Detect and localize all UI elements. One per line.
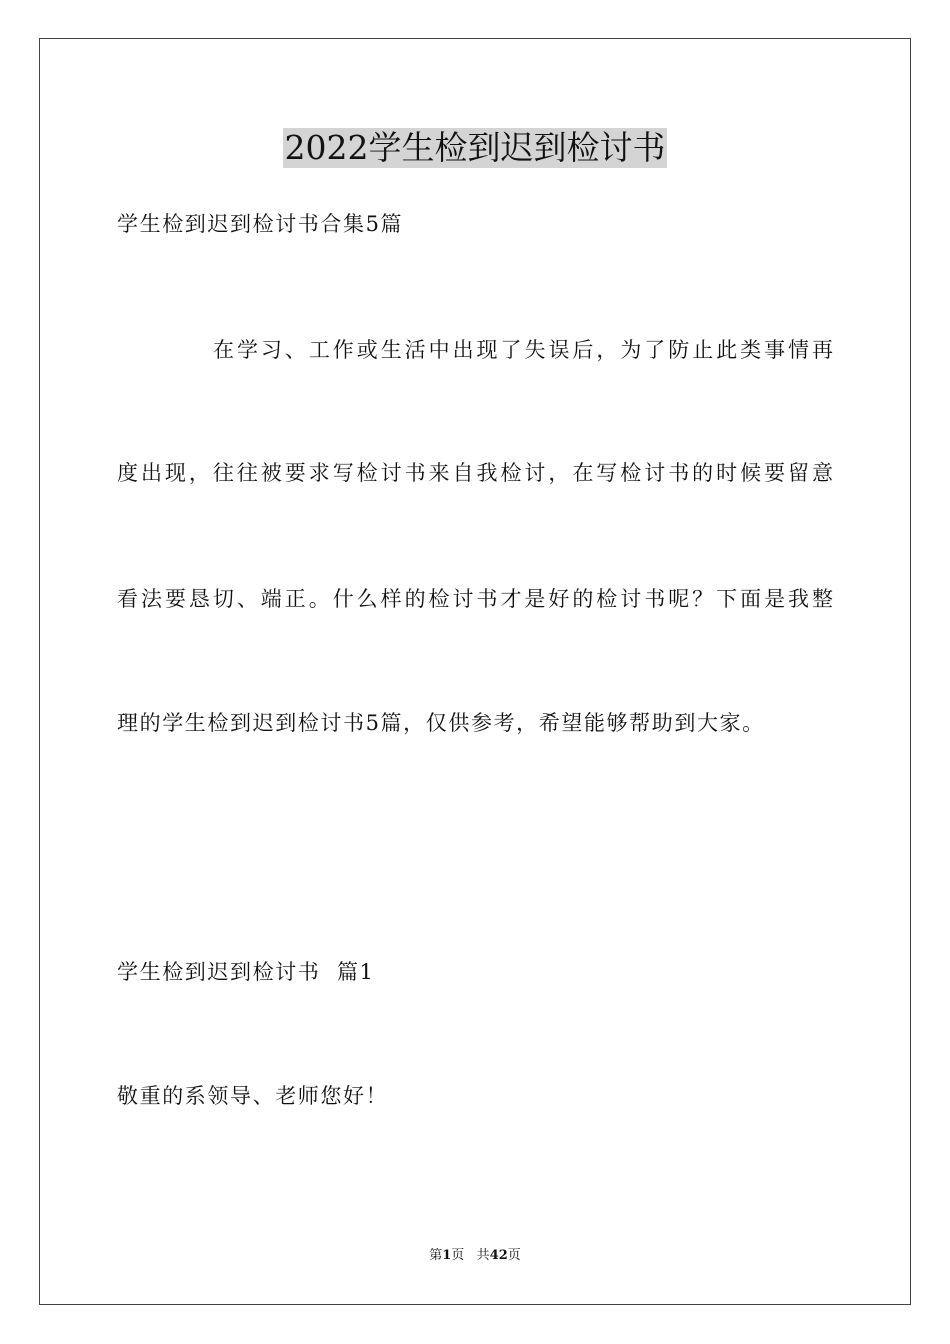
title-container (0, 128, 950, 168)
intro-line-4: 理的学生检到迟到检讨书5篇，仅供参考，希望能够帮助到大家。 (117, 711, 765, 735)
page-suffix: 页 (451, 1248, 465, 1263)
salutation: 敬重的系领导、老师您好！ (117, 1084, 389, 1108)
page-prefix: 第 (429, 1248, 443, 1263)
page-number: 1 (442, 1248, 452, 1263)
total-pages: 42 (489, 1248, 508, 1263)
document-subtitle: 学生检到迟到检讨书合集5篇 (117, 212, 404, 236)
page-footer (0, 1247, 950, 1265)
section-heading: 学生检到迟到检讨书 篇1 (117, 960, 375, 984)
intro-line-2: 度出现，往往被要求写检讨书来自我检讨，在写检讨书的时候要留意 (117, 461, 833, 485)
document-title: 2022学生检到迟到检讨书 (284, 128, 666, 167)
total-suffix: 页 (507, 1248, 521, 1263)
total-prefix: 共 (476, 1248, 490, 1263)
intro-line-3: 看法要恳切、端正。什么样的检讨书才是好的检讨书呢？下面是我整 (117, 587, 833, 611)
intro-line-1: 在学习、工作或生活中出现了失误后，为了防止此类事情再 (213, 338, 833, 362)
